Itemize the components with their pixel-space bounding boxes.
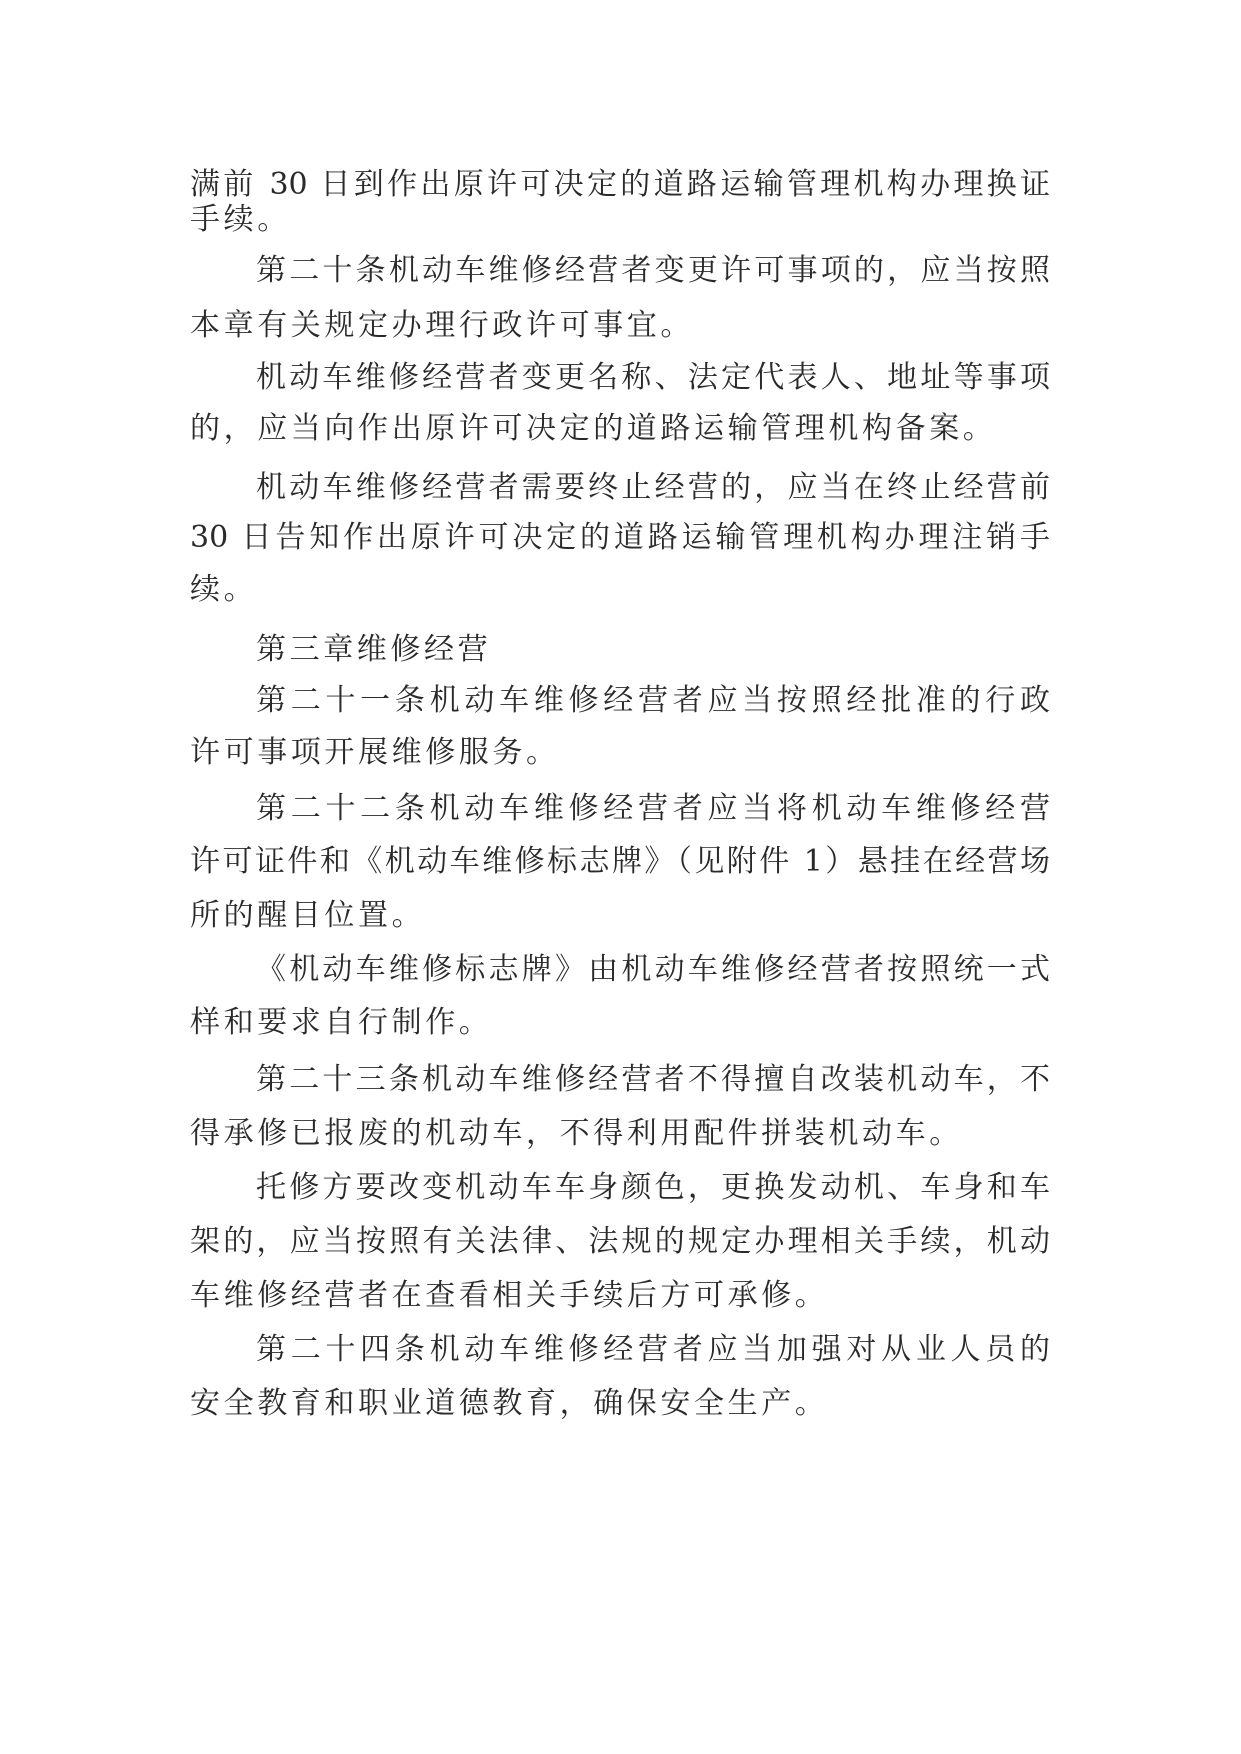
text-line: 托修方要改变机动车车身颜色，更换发动机、车身和车 [256,1170,1050,1205]
text-line: 第二十三条机动车维修经营者不得擅自改装机动车，不 [256,1062,1050,1097]
text-line: 许可事项开展维修服务。 [190,735,560,770]
text-line: 安全教育和职业道德教育，确保安全生产。 [190,1386,829,1421]
text-line: 机动车维修经营者变更名称、法定代表人、地址等事项 [256,360,1050,395]
text-line: 第二十四条机动车维修经营者应当加强对从业人员的 [256,1332,1050,1367]
text-line: 车维修经营者在查看相关手续后方可承修。 [190,1278,829,1313]
text-line: 《机动车维修标志牌》由机动车维修经营者按照统一式 [256,952,1050,987]
text-line: 第二十一条机动车维修经营者应当按照经批准的行政 [256,683,1050,718]
text-line: 满前 30 日到作出原许可决定的道路运输管理机构办理换证 [190,167,1050,202]
text-line: 第二十二条机动车维修经营者应当将机动车维修经营 [256,791,1050,826]
text-line: 许可证件和《机动车维修标志牌》（见附件 1）悬挂在经营场 [190,844,1050,879]
chapter-heading: 第三章维修经营 [256,632,492,667]
text-line: 30 日告知作出原许可决定的道路运输管理机构办理注销手 [190,520,1050,555]
text-line: 续。 [190,572,258,607]
text-line: 得承修已报废的机动车，不得利用配件拼装机动车。 [190,1116,963,1151]
text-line: 第二十条机动车维修经营者变更许可事项的，应当按照 [256,253,1050,288]
text-line: 所的醒目位置。 [190,898,426,933]
text-line: 机动车维修经营者需要终止经营的，应当在终止经营前 [256,470,1050,505]
text-line: 手续。 [190,202,291,237]
text-line: 的，应当向作出原许可决定的道路运输管理机构备案。 [190,411,997,446]
text-line: 架的，应当按照有关法律、法规的规定办理相关手续，机动 [190,1224,1050,1259]
text-line: 样和要求自行制作。 [190,1005,493,1040]
text-line: 本章有关规定办理行政许可事宜。 [190,308,694,343]
